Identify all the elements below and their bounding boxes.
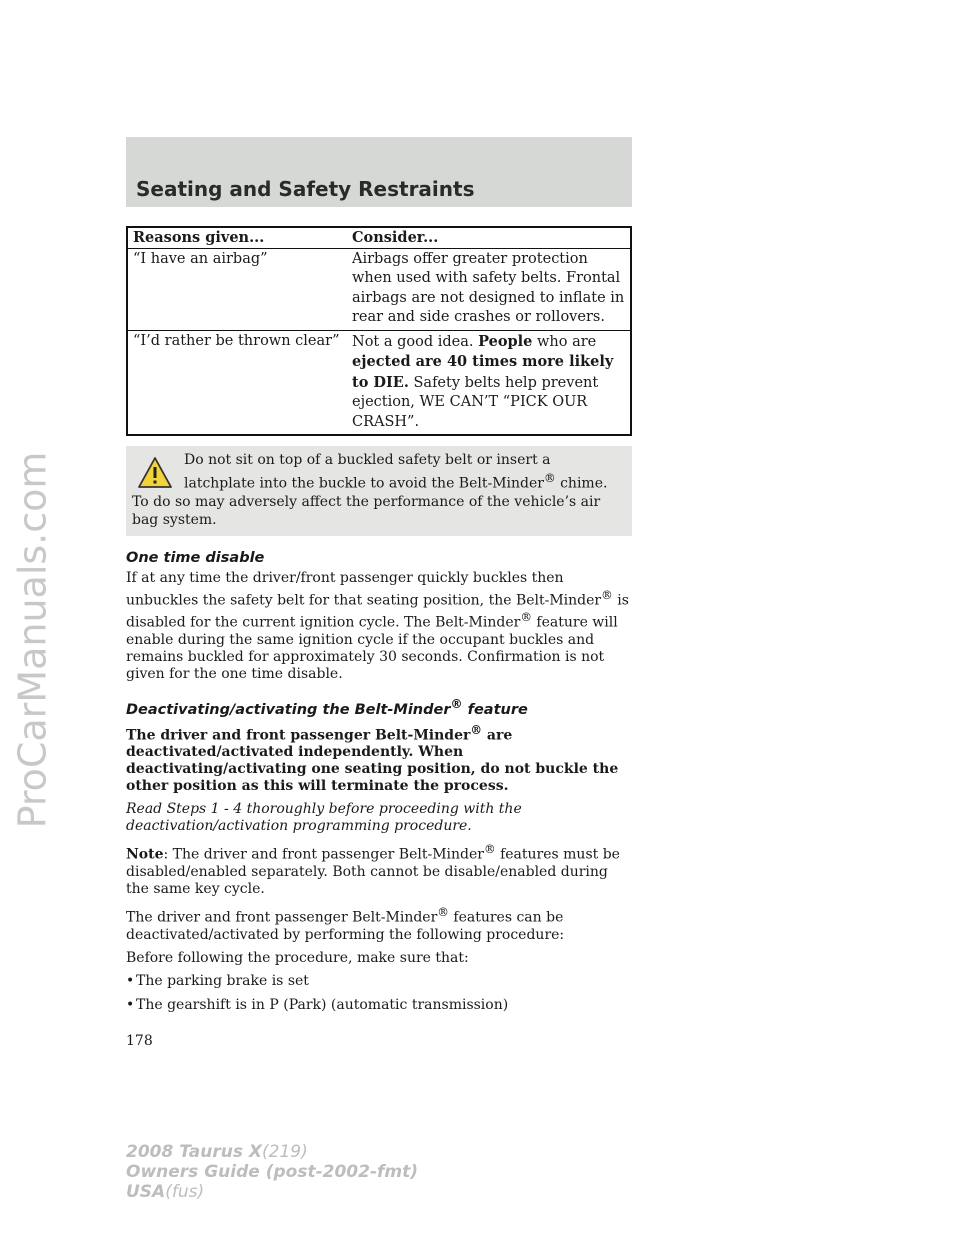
page-number: 178 [126,1033,153,1049]
consider-emphasis: ejected are 40 times more likely to DIE. [352,353,614,391]
consider-text: Safety belts help prevent ejection, WE CAN’T “PICK OUR CRASH”. [352,374,599,430]
table-header-row [127,227,631,248]
footer-line: 2008 Taurus X(219) [126,1142,308,1162]
consider-cell [347,330,631,435]
list-item: • The parking brake is set [126,973,632,990]
one-time-disable-paragraph: If at any time the driver/front passenger quickly buckles then unbuckles the safety belt for that seating position, the Belt-Minder® is disabled for the current ignition cycle. The Belt-Minder® feature will enable during the same ignition cycle if the occupant buckles and remains buckled for approximately 30 seconds. Confirmation is not given for the one time disable. [126,569,629,682]
consider-text: Not a good idea. [352,333,474,350]
warning-triangle-icon [136,455,174,491]
registered-mark: ® [520,610,532,625]
bullet-list [126,973,632,1014]
reason-cell: “I’d rather be thrown clear” [127,330,347,435]
section-title: Seating and Safety Restraints [136,177,475,201]
column-header-consider: Consider... [347,227,631,248]
read-steps-paragraph: Read Steps 1 - 4 thoroughly before proceeding with the deactivation/activation programming procedure. [126,801,522,835]
deactivating-heading: Deactivating/activating the Belt-Minder® feature [126,696,528,718]
warning-text: Do not sit on top of a buckled safety belt or insert a latchplate into the buckle to avoid the Belt-Minder [184,452,551,492]
warning-box [126,446,632,536]
page-content [126,226,632,1021]
deactivating-bold-paragraph: The driver and front passenger Belt-Minder® are deactivated/activated independently. When deactivating/activating one seating position, do not buckle the other position as this will terminate the process. [126,722,619,795]
list-item: • The gearshift is in P (Park) (automatic transmission) [126,997,632,1014]
section-header [126,137,632,207]
table-row [127,248,631,330]
reasons-table [126,226,632,436]
note-label: Note [126,847,164,864]
reason-cell: “I have an airbag” [127,248,347,330]
consider-cell: Airbags offer greater protection when used with safety belts. Frontal airbags are not designed to inflate in rear and side crashes or rollovers. [347,248,631,330]
registered-mark: ® [601,587,613,602]
registered-mark: ® [450,696,463,711]
registered-mark: ® [483,842,496,857]
note-paragraph: Note: The driver and front passenger Belt-Minder® features must be disabled/enabled separately. Both cannot be disable/enabled during the same key cycle. [126,842,620,898]
before-procedure-paragraph: Before following the procedure, make sure that: [126,949,469,966]
procedure-paragraph: The driver and front passenger Belt-Minder® features can be deactivated/activated by performing the following procedure: [126,905,565,943]
registered-mark: ® [437,905,449,920]
one-time-disable-heading: One time disable [126,549,265,566]
watermark-text: ProCarManuals.com [10,451,55,829]
footer-line: USA(fus) [126,1182,205,1202]
column-header-reasons: Reasons given... [127,227,347,248]
registered-mark: ® [470,722,483,737]
consider-text: who are [537,333,597,350]
document-footer [126,1142,418,1202]
warning-text: chime. To do so may adversely affect the performance of the vehicle’s air bag system. [132,475,608,528]
registered-mark: ® [543,471,556,485]
footer-line: Owners Guide (post-2002-fmt) [126,1162,419,1182]
table-row [127,330,631,435]
consider-emphasis: People [478,332,533,350]
watermark [4,60,60,1220]
